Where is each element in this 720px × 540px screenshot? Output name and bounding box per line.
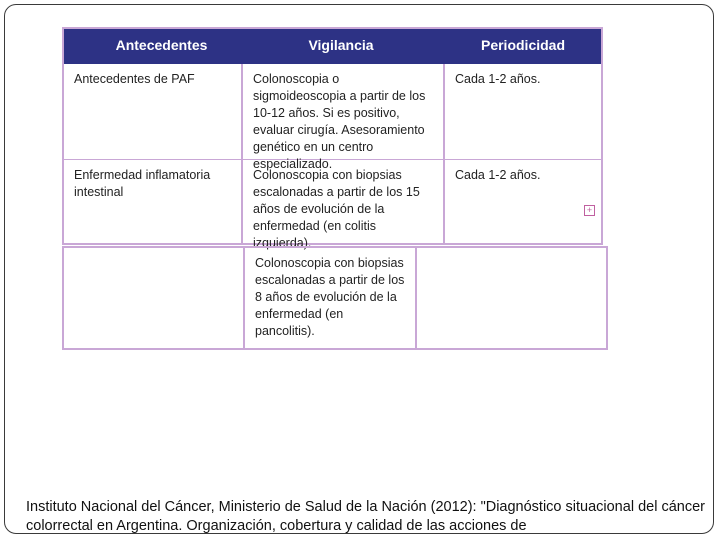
continuation-table [62,246,608,350]
header-periodicidad: Periodicidad [480,37,566,53]
surveillance-table [62,27,603,250]
cell-antecedente: Antecedentes de PAF [74,72,195,86]
expand-plus-icon[interactable]: + [584,205,595,216]
cell-vigilancia-2: Colonoscopia con biopsias escalonadas a partir de los 8 años de evolución de la enfermedad (en pancolitis). [243,248,415,348]
cell-empty [64,248,243,348]
table-row [64,160,601,250]
table-row [64,64,601,171]
cell-antecedente: Enfermedad inflamatoria intestinal [74,168,211,199]
cell-periodicidad: Cada 1-2 años. [443,64,601,159]
header-antecedentes: Antecedentes [115,37,208,53]
cell-vigilancia: Colonoscopia con biopsias escalonadas a partir de los 15 años de evolución de la enfermedad (en colitis izquierda). [241,160,443,243]
cell-vigilancia: Colonoscopia o sigmoideoscopia a partir de los 10-12 años. Si es positivo, evaluar cirugía. Asesoramiento genético en un centro especializado. [241,64,443,159]
cell-empty [415,248,606,348]
citation-text: Instituto Nacional del Cáncer, Ministerio de Salud de la Nación (2012): "Diagnóstico situacional del cáncer colorrectal en Argentina. Organización, cobertura y calidad de las acciones de [26,499,705,534]
header-vigilancia: Vigilancia [308,37,374,53]
table-header [64,29,601,64]
cell-periodicidad: Cada 1-2 años. [443,160,601,243]
